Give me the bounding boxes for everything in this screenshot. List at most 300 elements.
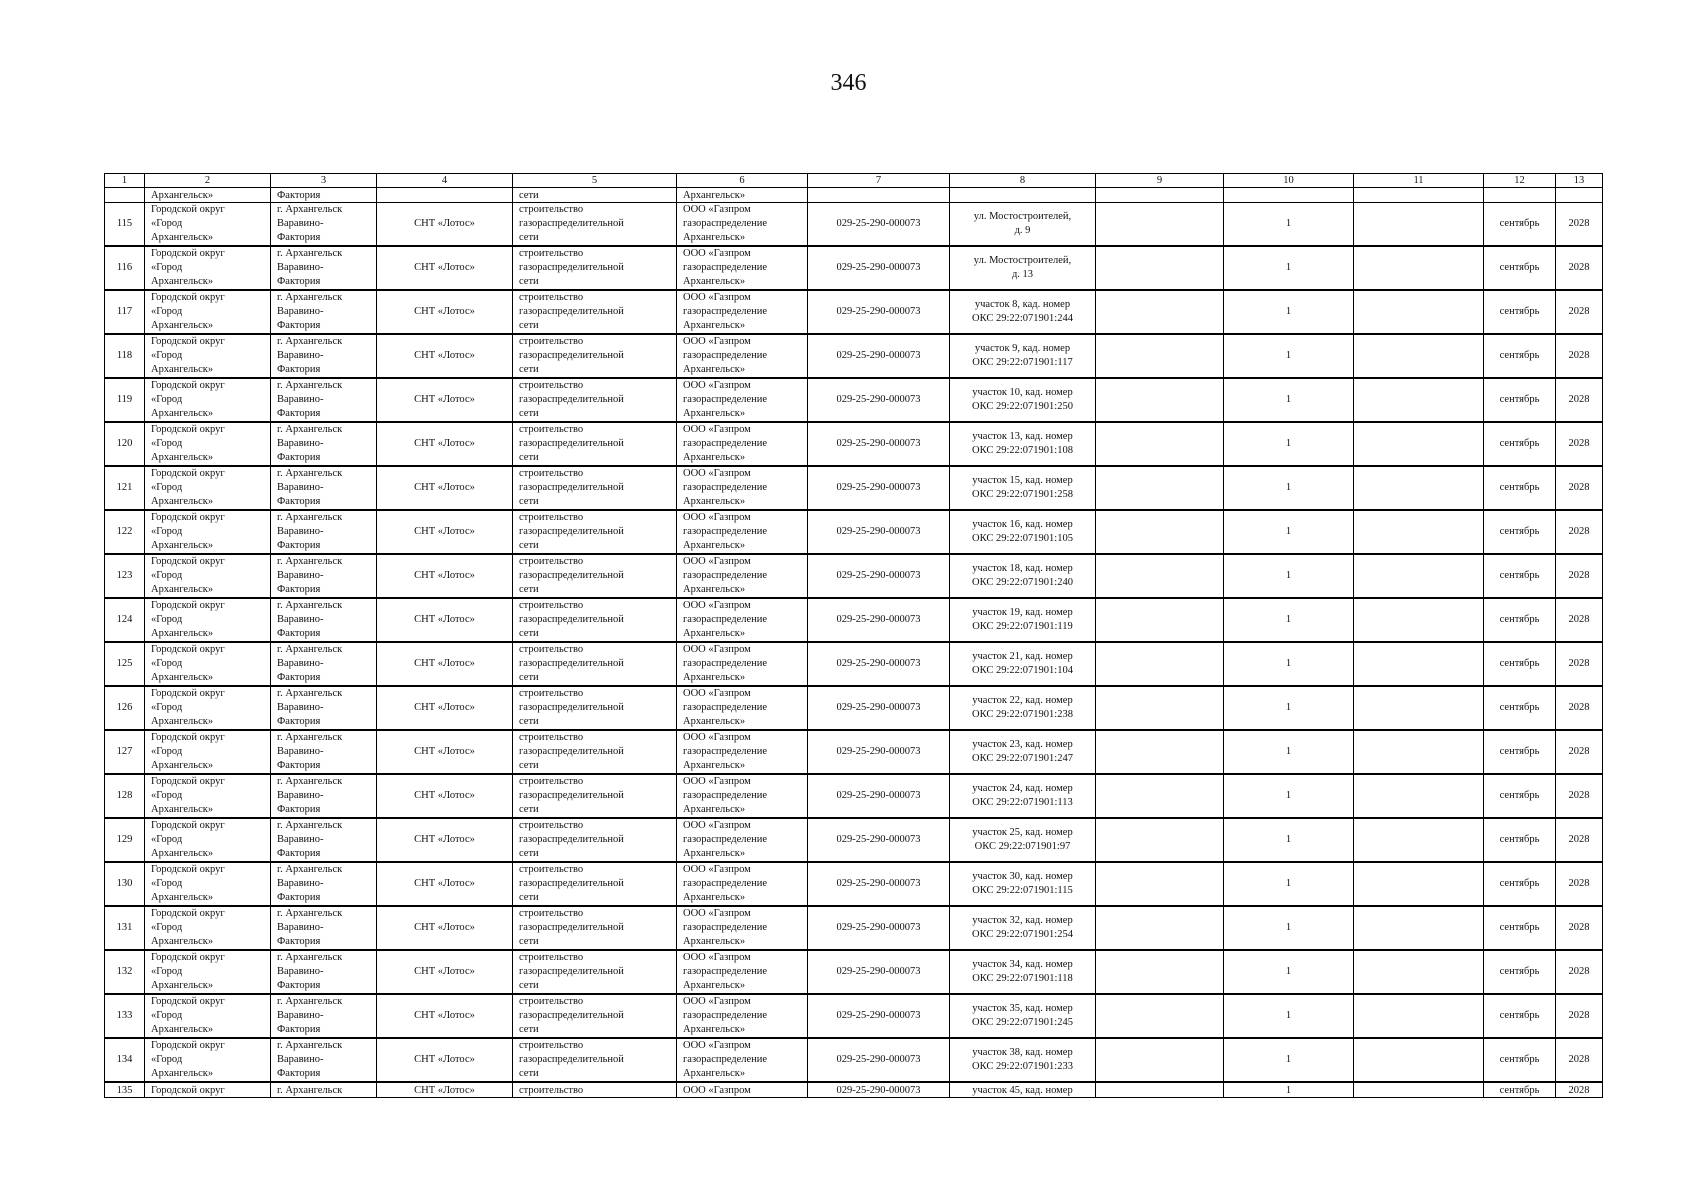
cell-code: 029-25-290-000073 xyxy=(808,598,950,642)
cell-locality: г. Архангельск Варавино- Фактория xyxy=(271,466,377,510)
cell-code: 029-25-290-000073 xyxy=(808,378,950,422)
cell-month: сентябрь xyxy=(1484,554,1556,598)
cell-address: участок 30, кад. номер ОКС 29:22:071901:115 xyxy=(950,862,1096,906)
cell-c11 xyxy=(1354,730,1484,774)
cell-work: строительство газораспределительной сети xyxy=(513,818,677,862)
cell-code: 029-25-290-000073 xyxy=(808,818,950,862)
cell-org: ООО «Газпром газораспределение Архангельск» xyxy=(677,730,808,774)
cell-year: 2028 xyxy=(1556,642,1603,686)
table-cell xyxy=(105,188,145,203)
cell-org: ООО «Газпром газораспределение Архангельск» xyxy=(677,862,808,906)
cell-c9 xyxy=(1096,906,1224,950)
cell-n: 132 xyxy=(105,950,145,994)
cell-object: СНТ «Лотос» xyxy=(377,642,513,686)
cell-work: строительство газораспределительной сети xyxy=(513,246,677,290)
cell-district: Городской округ «Город Архангельск» xyxy=(145,554,271,598)
cell-locality: г. Архангельск Варавино- Фактория xyxy=(271,774,377,818)
cell-month: сентябрь xyxy=(1484,862,1556,906)
table-row xyxy=(105,290,1603,334)
cell-locality: г. Архангельск Варавино- Фактория xyxy=(271,203,377,247)
cell-address: участок 21, кад. номер ОКС 29:22:071901:104 xyxy=(950,642,1096,686)
table-cell xyxy=(1224,188,1354,203)
cell-object: СНТ «Лотос» xyxy=(377,203,513,247)
cell-code: 029-25-290-000073 xyxy=(808,290,950,334)
cell-c10: 1 xyxy=(1224,290,1354,334)
cell-district: Городской округ «Город Архангельск» xyxy=(145,598,271,642)
cell-work: строительство газораспределительной сети xyxy=(513,378,677,422)
cell-n: 128 xyxy=(105,774,145,818)
cell-c10: 1 xyxy=(1224,246,1354,290)
cell-address: участок 9, кад. номер ОКС 29:22:071901:117 xyxy=(950,334,1096,378)
table-row xyxy=(105,334,1603,378)
cell-locality: г. Архангельск xyxy=(271,1082,377,1098)
cell-locality: г. Архангельск Варавино- Фактория xyxy=(271,246,377,290)
cell-year: 2028 xyxy=(1556,203,1603,247)
table-cell xyxy=(377,188,513,203)
cell-c9 xyxy=(1096,290,1224,334)
cell-locality: г. Архангельск Варавино- Фактория xyxy=(271,554,377,598)
cell-org: ООО «Газпром газораспределение Архангельск» xyxy=(677,1038,808,1082)
cell-n: 119 xyxy=(105,378,145,422)
cell-c9 xyxy=(1096,950,1224,994)
cell-address: ул. Мостостроителей, д. 9 xyxy=(950,203,1096,247)
cell-year: 2028 xyxy=(1556,774,1603,818)
cell-c9 xyxy=(1096,203,1224,247)
cell-c11 xyxy=(1354,334,1484,378)
cell-district: Городской округ «Город Архангельск» xyxy=(145,290,271,334)
cell-object: СНТ «Лотос» xyxy=(377,686,513,730)
cell-n: 116 xyxy=(105,246,145,290)
cell-locality: г. Архангельск Варавино- Фактория xyxy=(271,994,377,1038)
cell-month: сентябрь xyxy=(1484,246,1556,290)
cell-c10: 1 xyxy=(1224,950,1354,994)
cell-c9 xyxy=(1096,554,1224,598)
table-cell xyxy=(1484,188,1556,203)
cell-district: Городской округ «Город Архангельск» xyxy=(145,774,271,818)
cell-object: СНТ «Лотос» xyxy=(377,994,513,1038)
cell-month: сентябрь xyxy=(1484,510,1556,554)
cell-district: Городской округ «Город Архангельск» xyxy=(145,334,271,378)
cell-address: участок 32, кад. номер ОКС 29:22:071901:254 xyxy=(950,906,1096,950)
table-row xyxy=(105,510,1603,554)
cell-district: Городской округ «Город Архангельск» xyxy=(145,906,271,950)
cell-org: ООО «Газпром газораспределение Архангельск» xyxy=(677,906,808,950)
table-row xyxy=(105,642,1603,686)
cell-district: Городской округ «Город Архангельск» xyxy=(145,642,271,686)
cell-month: сентябрь xyxy=(1484,203,1556,247)
cell-year: 2028 xyxy=(1556,466,1603,510)
cell-year: 2028 xyxy=(1556,994,1603,1038)
cell-c10: 1 xyxy=(1224,422,1354,466)
cell-district: Городской округ «Город Архангельск» xyxy=(145,378,271,422)
cell-month: сентябрь xyxy=(1484,686,1556,730)
cell-org: ООО «Газпром газораспределение Архангельск» xyxy=(677,774,808,818)
continuation-row xyxy=(105,188,1603,203)
cell-locality: г. Архангельск Варавино- Фактория xyxy=(271,598,377,642)
cell-code: 029-25-290-000073 xyxy=(808,686,950,730)
cell-year: 2028 xyxy=(1556,862,1603,906)
table-cell: Архангельск» xyxy=(145,188,271,203)
table-body xyxy=(105,188,1603,1098)
cell-code: 029-25-290-000073 xyxy=(808,906,950,950)
cell-c10: 1 xyxy=(1224,598,1354,642)
column-header: 4 xyxy=(377,174,513,188)
cell-c11 xyxy=(1354,1082,1484,1098)
cell-address: участок 45, кад. номер xyxy=(950,1082,1096,1098)
cell-work: строительство газораспределительной сети xyxy=(513,774,677,818)
cell-address: участок 15, кад. номер ОКС 29:22:071901:258 xyxy=(950,466,1096,510)
cell-c10: 1 xyxy=(1224,203,1354,247)
cell-district: Городской округ «Город Архангельск» xyxy=(145,818,271,862)
cell-month: сентябрь xyxy=(1484,334,1556,378)
cell-c11 xyxy=(1354,466,1484,510)
cell-c9 xyxy=(1096,1038,1224,1082)
cell-code: 029-25-290-000073 xyxy=(808,1038,950,1082)
table-row xyxy=(105,598,1603,642)
cell-c11 xyxy=(1354,1038,1484,1082)
cell-work: строительство газораспределительной сети xyxy=(513,686,677,730)
cell-code: 029-25-290-000073 xyxy=(808,994,950,1038)
cell-address: участок 18, кад. номер ОКС 29:22:071901:240 xyxy=(950,554,1096,598)
cell-c10: 1 xyxy=(1224,774,1354,818)
cell-code: 029-25-290-000073 xyxy=(808,246,950,290)
cell-object: СНТ «Лотос» xyxy=(377,510,513,554)
cell-district: Городской округ «Город Архангельск» xyxy=(145,730,271,774)
cell-object: СНТ «Лотос» xyxy=(377,378,513,422)
cell-code: 029-25-290-000073 xyxy=(808,950,950,994)
table-row xyxy=(105,378,1603,422)
cell-year: 2028 xyxy=(1556,334,1603,378)
column-header: 8 xyxy=(950,174,1096,188)
table-cell xyxy=(1354,188,1484,203)
cell-org: ООО «Газпром газораспределение Архангельск» xyxy=(677,246,808,290)
cell-n: 117 xyxy=(105,290,145,334)
cell-c11 xyxy=(1354,510,1484,554)
cell-district: Городской округ «Город Архангельск» xyxy=(145,950,271,994)
cell-code: 029-25-290-000073 xyxy=(808,554,950,598)
table-row xyxy=(105,466,1603,510)
cell-address: участок 13, кад. номер ОКС 29:22:071901:108 xyxy=(950,422,1096,466)
cell-code: 029-25-290-000073 xyxy=(808,466,950,510)
cell-org: ООО «Газпром газораспределение Архангельск» xyxy=(677,422,808,466)
cell-month: сентябрь xyxy=(1484,422,1556,466)
cell-n: 123 xyxy=(105,554,145,598)
table-cell xyxy=(1096,188,1224,203)
cell-object: СНТ «Лотос» xyxy=(377,950,513,994)
column-header: 7 xyxy=(808,174,950,188)
cell-c10: 1 xyxy=(1224,1082,1354,1098)
cell-locality: г. Архангельск Варавино- Фактория xyxy=(271,906,377,950)
cell-object: СНТ «Лотос» xyxy=(377,290,513,334)
cell-n: 127 xyxy=(105,730,145,774)
cell-district: Городской округ «Город Архангельск» xyxy=(145,686,271,730)
cell-code: 029-25-290-000073 xyxy=(808,774,950,818)
column-header: 12 xyxy=(1484,174,1556,188)
cell-c11 xyxy=(1354,378,1484,422)
cell-org: ООО «Газпром газораспределение Архангельск» xyxy=(677,334,808,378)
cell-address: участок 19, кад. номер ОКС 29:22:071901:119 xyxy=(950,598,1096,642)
cell-n: 130 xyxy=(105,862,145,906)
cell-c10: 1 xyxy=(1224,378,1354,422)
cell-c10: 1 xyxy=(1224,1038,1354,1082)
cell-month: сентябрь xyxy=(1484,598,1556,642)
cell-c10: 1 xyxy=(1224,818,1354,862)
cell-c11 xyxy=(1354,642,1484,686)
cell-work: строительство газораспределительной сети xyxy=(513,994,677,1038)
cell-c10: 1 xyxy=(1224,466,1354,510)
cell-work: строительство газораспределительной сети xyxy=(513,466,677,510)
registry-table xyxy=(104,173,1603,1098)
cell-object: СНТ «Лотос» xyxy=(377,818,513,862)
cell-locality: г. Архангельск Варавино- Фактория xyxy=(271,642,377,686)
cell-year: 2028 xyxy=(1556,730,1603,774)
cell-month: сентябрь xyxy=(1484,994,1556,1038)
cell-year: 2028 xyxy=(1556,818,1603,862)
table-row xyxy=(105,422,1603,466)
cell-object: СНТ «Лотос» xyxy=(377,466,513,510)
cell-c9 xyxy=(1096,510,1224,554)
cell-c11 xyxy=(1354,994,1484,1038)
cell-year: 2028 xyxy=(1556,906,1603,950)
cell-c11 xyxy=(1354,950,1484,994)
cell-object: СНТ «Лотос» xyxy=(377,422,513,466)
cell-n: 115 xyxy=(105,203,145,247)
cell-org: ООО «Газпром газораспределение Архангельск» xyxy=(677,598,808,642)
cell-locality: г. Архангельск Варавино- Фактория xyxy=(271,510,377,554)
column-header: 3 xyxy=(271,174,377,188)
column-number-row xyxy=(105,174,1603,188)
cell-n: 134 xyxy=(105,1038,145,1082)
cell-year: 2028 xyxy=(1556,1038,1603,1082)
cell-work: строительство xyxy=(513,1082,677,1098)
cell-org: ООО «Газпром xyxy=(677,1082,808,1098)
table-cell: Фактория xyxy=(271,188,377,203)
cell-c9 xyxy=(1096,378,1224,422)
cell-c10: 1 xyxy=(1224,642,1354,686)
cell-object: СНТ «Лотос» xyxy=(377,906,513,950)
cell-org: ООО «Газпром газораспределение Архангельск» xyxy=(677,466,808,510)
cell-year: 2028 xyxy=(1556,290,1603,334)
cell-c9 xyxy=(1096,598,1224,642)
cell-month: сентябрь xyxy=(1484,642,1556,686)
cell-year: 2028 xyxy=(1556,554,1603,598)
cell-address: участок 34, кад. номер ОКС 29:22:071901:118 xyxy=(950,950,1096,994)
cell-month: сентябрь xyxy=(1484,818,1556,862)
table-cell: Архангельск» xyxy=(677,188,808,203)
cell-work: строительство газораспределительной сети xyxy=(513,290,677,334)
cell-c10: 1 xyxy=(1224,730,1354,774)
cell-c9 xyxy=(1096,774,1224,818)
cell-month: сентябрь xyxy=(1484,466,1556,510)
cell-n: 120 xyxy=(105,422,145,466)
cell-address: участок 23, кад. номер ОКС 29:22:071901:247 xyxy=(950,730,1096,774)
table-row xyxy=(105,862,1603,906)
cell-work: строительство газораспределительной сети xyxy=(513,510,677,554)
column-header: 9 xyxy=(1096,174,1224,188)
table-row xyxy=(105,994,1603,1038)
cell-district: Городской округ xyxy=(145,1082,271,1098)
cell-n: 124 xyxy=(105,598,145,642)
cell-locality: г. Архангельск Варавино- Фактория xyxy=(271,730,377,774)
table-row xyxy=(105,554,1603,598)
cell-c11 xyxy=(1354,686,1484,730)
cell-c11 xyxy=(1354,422,1484,466)
cell-district: Городской округ «Город Архангельск» xyxy=(145,510,271,554)
cell-c11 xyxy=(1354,862,1484,906)
cell-c11 xyxy=(1354,554,1484,598)
cell-work: строительство газораспределительной сети xyxy=(513,906,677,950)
cell-c11 xyxy=(1354,290,1484,334)
cell-year: 2028 xyxy=(1556,422,1603,466)
cell-object: СНТ «Лотос» xyxy=(377,598,513,642)
cell-c9 xyxy=(1096,422,1224,466)
cell-c9 xyxy=(1096,1082,1224,1098)
table-cell xyxy=(1556,188,1603,203)
cell-work: строительство газораспределительной сети xyxy=(513,950,677,994)
cell-object: СНТ «Лотос» xyxy=(377,730,513,774)
table-row xyxy=(105,686,1603,730)
cell-locality: г. Архангельск Варавино- Фактория xyxy=(271,290,377,334)
cell-district: Городской округ «Город Архангельск» xyxy=(145,422,271,466)
cell-code: 029-25-290-000073 xyxy=(808,862,950,906)
cell-n: 125 xyxy=(105,642,145,686)
cell-c10: 1 xyxy=(1224,334,1354,378)
table-row xyxy=(105,774,1603,818)
cell-address: участок 25, кад. номер ОКС 29:22:071901:97 xyxy=(950,818,1096,862)
cell-org: ООО «Газпром газораспределение Архангельск» xyxy=(677,554,808,598)
column-header: 1 xyxy=(105,174,145,188)
cell-locality: г. Архангельск Варавино- Фактория xyxy=(271,422,377,466)
cell-work: строительство газораспределительной сети xyxy=(513,598,677,642)
cell-org: ООО «Газпром газораспределение Архангельск» xyxy=(677,642,808,686)
table-row xyxy=(105,906,1603,950)
cell-year: 2028 xyxy=(1556,686,1603,730)
cell-c10: 1 xyxy=(1224,994,1354,1038)
cell-c11 xyxy=(1354,203,1484,247)
cell-n: 122 xyxy=(105,510,145,554)
cell-work: строительство газораспределительной сети xyxy=(513,334,677,378)
table-header xyxy=(105,174,1603,188)
cell-work: строительство газораспределительной сети xyxy=(513,203,677,247)
table-row xyxy=(105,950,1603,994)
cell-year: 2028 xyxy=(1556,598,1603,642)
column-header: 10 xyxy=(1224,174,1354,188)
cell-locality: г. Архангельск Варавино- Фактория xyxy=(271,818,377,862)
cell-district: Городской округ «Город Архангельск» xyxy=(145,203,271,247)
cell-work: строительство газораспределительной сети xyxy=(513,1038,677,1082)
cell-address: ул. Мостостроителей, д. 13 xyxy=(950,246,1096,290)
cell-c10: 1 xyxy=(1224,686,1354,730)
cell-c11 xyxy=(1354,774,1484,818)
cell-c10: 1 xyxy=(1224,510,1354,554)
cell-month: сентябрь xyxy=(1484,906,1556,950)
cell-c9 xyxy=(1096,466,1224,510)
cell-org: ООО «Газпром газораспределение Архангельск» xyxy=(677,818,808,862)
cell-work: строительство газораспределительной сети xyxy=(513,554,677,598)
cell-object: СНТ «Лотос» xyxy=(377,554,513,598)
cell-c11 xyxy=(1354,246,1484,290)
cell-c10: 1 xyxy=(1224,862,1354,906)
cell-c9 xyxy=(1096,994,1224,1038)
table-row xyxy=(105,730,1603,774)
cell-year: 2028 xyxy=(1556,378,1603,422)
cell-year: 2028 xyxy=(1556,950,1603,994)
cell-locality: г. Архангельск Варавино- Фактория xyxy=(271,862,377,906)
cell-c10: 1 xyxy=(1224,906,1354,950)
cell-c9 xyxy=(1096,334,1224,378)
cell-work: строительство газораспределительной сети xyxy=(513,730,677,774)
cell-n: 129 xyxy=(105,818,145,862)
cell-c9 xyxy=(1096,818,1224,862)
cell-code: 029-25-290-000073 xyxy=(808,1082,950,1098)
cell-org: ООО «Газпром газораспределение Архангельск» xyxy=(677,290,808,334)
column-header: 5 xyxy=(513,174,677,188)
table-row xyxy=(105,246,1603,290)
cell-org: ООО «Газпром газораспределение Архангельск» xyxy=(677,510,808,554)
cell-address: участок 35, кад. номер ОКС 29:22:071901:245 xyxy=(950,994,1096,1038)
table-row xyxy=(105,818,1603,862)
cell-c10: 1 xyxy=(1224,554,1354,598)
cell-n: 118 xyxy=(105,334,145,378)
cell-code: 029-25-290-000073 xyxy=(808,203,950,247)
cell-org: ООО «Газпром газораспределение Архангельск» xyxy=(677,950,808,994)
cell-org: ООО «Газпром газораспределение Архангельск» xyxy=(677,378,808,422)
cell-locality: г. Архангельск Варавино- Фактория xyxy=(271,686,377,730)
cell-year: 2028 xyxy=(1556,1082,1603,1098)
cell-object: СНТ «Лотос» xyxy=(377,1038,513,1082)
column-header: 2 xyxy=(145,174,271,188)
cell-month: сентябрь xyxy=(1484,290,1556,334)
cell-month: сентябрь xyxy=(1484,774,1556,818)
cell-code: 029-25-290-000073 xyxy=(808,510,950,554)
cell-locality: г. Архангельск Варавино- Фактория xyxy=(271,378,377,422)
page-number: 346 xyxy=(830,70,867,96)
cell-org: ООО «Газпром газораспределение Архангельск» xyxy=(677,686,808,730)
cell-month: сентябрь xyxy=(1484,950,1556,994)
cell-work: строительство газораспределительной сети xyxy=(513,862,677,906)
table-row xyxy=(105,1038,1603,1082)
cell-district: Городской округ «Город Архангельск» xyxy=(145,1038,271,1082)
cell-district: Городской округ «Город Архангельск» xyxy=(145,862,271,906)
column-header: 6 xyxy=(677,174,808,188)
cell-locality: г. Архангельск Варавино- Фактория xyxy=(271,334,377,378)
cell-work: строительство газораспределительной сети xyxy=(513,422,677,466)
cell-year: 2028 xyxy=(1556,510,1603,554)
cell-address: участок 16, кад. номер ОКС 29:22:071901:105 xyxy=(950,510,1096,554)
cell-n: 135 xyxy=(105,1082,145,1098)
cell-address: участок 24, кад. номер ОКС 29:22:071901:113 xyxy=(950,774,1096,818)
cell-c11 xyxy=(1354,818,1484,862)
table-cell xyxy=(808,188,950,203)
cell-month: сентябрь xyxy=(1484,378,1556,422)
cell-code: 029-25-290-000073 xyxy=(808,642,950,686)
cell-c9 xyxy=(1096,862,1224,906)
cell-month: сентябрь xyxy=(1484,1082,1556,1098)
cell-work: строительство газораспределительной сети xyxy=(513,642,677,686)
cell-c9 xyxy=(1096,246,1224,290)
cell-c9 xyxy=(1096,730,1224,774)
cell-c9 xyxy=(1096,686,1224,730)
cell-object: СНТ «Лотос» xyxy=(377,246,513,290)
cell-district: Городской округ «Город Архангельск» xyxy=(145,466,271,510)
cell-org: ООО «Газпром газораспределение Архангельск» xyxy=(677,994,808,1038)
cell-code: 029-25-290-000073 xyxy=(808,730,950,774)
column-header: 13 xyxy=(1556,174,1603,188)
cell-org: ООО «Газпром газораспределение Архангельск» xyxy=(677,203,808,247)
cell-object: СНТ «Лотос» xyxy=(377,774,513,818)
cell-n: 121 xyxy=(105,466,145,510)
cell-address: участок 38, кад. номер ОКС 29:22:071901:233 xyxy=(950,1038,1096,1082)
